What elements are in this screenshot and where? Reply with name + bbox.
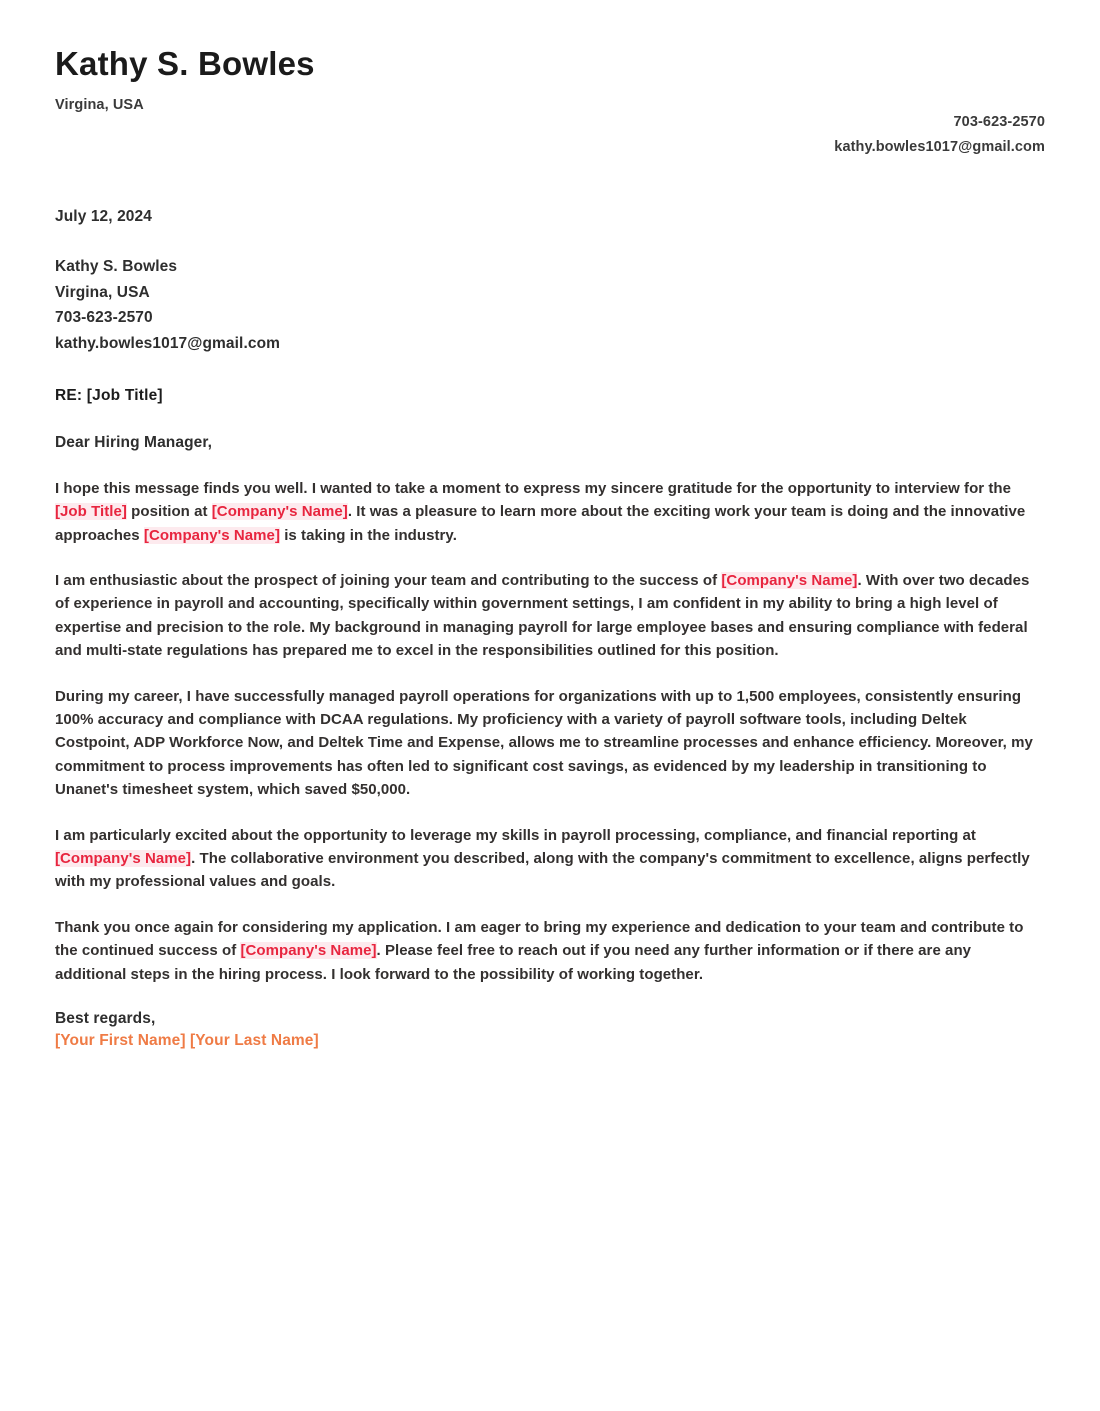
p1-text-2: position at <box>126 503 212 521</box>
sender-email: kathy.bowles1017@gmail.com <box>55 335 281 353</box>
body-paragraph-1 <box>55 477 1045 547</box>
p4-text-2: . The collaborative environment you described, along with the company's commitment to excellence, aligns perfectly with my professional values and goals. <box>55 849 1030 891</box>
p1-text-4: is taking in the industry. <box>280 526 457 544</box>
sender-location: Virgina, USA <box>55 283 150 301</box>
letterhead <box>55 46 1045 174</box>
p4-placeholder-company: [Company's Name] <box>55 849 192 867</box>
p3-text-1: During my career, I have successfully managed payroll operations for organizations with up to 1,500 employees, consistently ensuring 100% accuracy and compliance with DCAA regulations. My proficiency with a variety of payroll software tools, including Deltek Costpoint, ADP Workforce Now, and Deltek Time and Expense, allows me to streamline processes and enhance efficiency. Moreover, my commitment to process improvements has often led to significant cost savings, as evidenced by my leadership in transitioning to Unanet's timesheet system, which saved $50,000. <box>55 687 1033 799</box>
sender-name: Kathy S. Bowles <box>55 258 178 275</box>
closing-block <box>55 1008 1045 1053</box>
p1-placeholder-company-1: [Company's Name] <box>211 503 348 521</box>
p2-text-2: . With over two decades of experience in payroll and accounting, specifically within government settings, I am confident in my ability to bring a high level of expertise and precision to the role. My background in managing payroll for large employee bases and ensuring compliance with federal and multi-state regulations has prepared me to excel in the responsibilities outlined for this position. <box>55 572 1030 660</box>
p2-text-1: I am enthusiastic about the prospect of joining your team and contributing to the success of <box>55 572 722 590</box>
body-paragraph-5 <box>55 916 1045 986</box>
p1-placeholder-company-2: [Company's Name] <box>143 526 280 544</box>
p1-text-1: I hope this message finds you well. I wanted to take a moment to express my sincere gratitude for the opportunity to interview for the <box>55 479 1012 497</box>
closing-salutation: Best regards, <box>55 1009 156 1027</box>
signature-placeholder: [Your First Name] [Your Last Name] <box>55 1032 319 1050</box>
sender-address-block <box>55 254 1045 357</box>
candidate-location: Virgina, USA <box>55 96 144 113</box>
candidate-name: Kathy S. Bowles <box>55 45 315 82</box>
salutation-line: Dear Hiring Manager, <box>55 433 213 451</box>
p5-text-2: . Please feel free to reach out if you need any further information or if there are any additional steps in the hiring process. I look forward to the possibility of working together. <box>55 942 972 983</box>
body-paragraph-3 <box>55 685 1045 802</box>
body-paragraph-2 <box>55 569 1045 663</box>
p5-placeholder-company: [Company's Name] <box>240 942 377 960</box>
candidate-email: kathy.bowles1017@gmail.com <box>834 139 1045 156</box>
p5-text-1: Thank you once again for considering my application. I am eager to bring my experience and dedication to your team and contribute to the continued success of <box>55 918 1024 960</box>
p4-text-1: I am particularly excited about the opportunity to leverage my skills in payroll processing, compliance, and financial reporting at <box>55 826 976 844</box>
body-paragraph-4 <box>55 824 1045 894</box>
letter-date: July 12, 2024 <box>55 208 152 225</box>
p1-text-3: . It was a pleasure to learn more about the exciting work your team is doing and the innovative approaches <box>55 503 1026 544</box>
p1-placeholder-job-title: [Job Title] <box>55 503 127 521</box>
p2-placeholder-company: [Company's Name] <box>721 572 858 590</box>
subject-line: RE: [Job Title] <box>55 386 163 404</box>
sender-phone: 703-623-2570 <box>55 309 153 327</box>
letter-body <box>55 477 1045 986</box>
candidate-phone: 703-623-2570 <box>953 114 1045 130</box>
contact-block <box>834 110 1045 161</box>
